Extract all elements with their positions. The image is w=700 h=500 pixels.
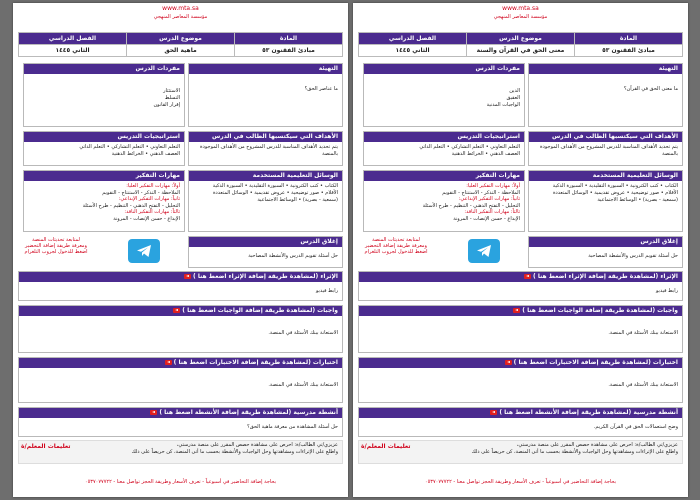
youtube-icon[interactable] — [150, 410, 157, 415]
homework-text: الاستعانة ببنك الأسئلة في المنصة. — [268, 330, 338, 336]
vocab-title: مفردات الدرس — [364, 64, 524, 74]
youtube-icon[interactable] — [524, 274, 531, 279]
closing-text: حل أسئلة تقويم الدرس والأنشطة المصاحبة — [248, 253, 338, 259]
lesson-topic-label: موضوع الدرس — [467, 33, 575, 45]
warmup-text: ما معنى الحق في القرآن؟ — [623, 86, 678, 92]
lesson-topic-value: معنى الحق في القرآن والسنة — [467, 45, 575, 57]
thinking-line: ثانياً: مهارات التفكير الإبداعي: — [458, 196, 520, 202]
semester-value: الثاني ١٤٤٥ — [359, 45, 467, 57]
page-header — [353, 3, 688, 25]
notes-line: واطلع على الإثراءات ومشاهدتها وحل الواجبات والأنشطة بحسب ما أتى المنصة، كن حريصاً على ذلك — [471, 449, 678, 455]
enrichment-box — [358, 271, 683, 301]
tests-title[interactable]: اختبارات (لمشاهدة طريقة إضافة الاختبارات اضغط هنا ) — [513, 359, 678, 366]
lesson-topic-label: موضوع الدرس — [127, 33, 235, 45]
subject-label: المادة — [575, 33, 683, 45]
enrichment-title[interactable]: الإثراء (لمشاهدة طريقة إضافة الإثراء اضغط هنا ) — [533, 273, 678, 280]
aids-box — [528, 170, 683, 232]
warmup-title: التهيئة — [189, 64, 342, 74]
telegram-button[interactable] — [128, 239, 160, 263]
strategies-text: التعلم التعاوني • التعلم التشاركي • التعلم الذاتي — [79, 144, 180, 150]
youtube-icon[interactable] — [165, 360, 172, 365]
closing-text: حل أسئلة تقويم الدرس والأنشطة المصاحبة — [588, 253, 678, 259]
strategies-title: استراتيجيات التدريس — [364, 132, 524, 142]
thinking-line: ثالثاً: مهارات التفكير الناقد: — [124, 209, 180, 215]
activities-text: حل أسئلة المشاهدة من معرفة ماهية الحق؟ — [247, 424, 338, 430]
institution-name: مؤسسة المعاصر المنهجي — [153, 14, 208, 20]
homework-box — [18, 305, 343, 353]
institution-name: مؤسسة المعاصر المنهجي — [493, 14, 548, 20]
enrichment-title[interactable]: الإثراء (لمشاهدة طريقة إضافة الإثراء اضغط هنا ) — [193, 273, 338, 280]
telegram-promo[interactable] — [21, 237, 91, 255]
strategies-box — [23, 131, 185, 166]
warmup-text: ما عناصر الحق؟ — [304, 86, 338, 92]
closing-title: إغلاق الدرس — [529, 237, 682, 247]
lesson-topic-value: ماهية الحق — [127, 45, 235, 57]
activities-title[interactable]: أنشطة مدرسية (لمشاهدة طريقة إضافة الأنشطة اضغط هنا ) — [159, 409, 338, 416]
thinking-line: التحليل - التفتح الذهني - التنظيم - طرح الأسئلة — [82, 202, 180, 209]
telegram-icon — [476, 243, 492, 259]
aids-text: (سمعية - بصرية) • الوسائط الاجتماعية — [597, 197, 678, 203]
thinking-title: مهارات التفكير — [24, 171, 184, 181]
activities-title[interactable]: أنشطة مدرسية (لمشاهدة طريقة إضافة الأنشطة اضغط هنا ) — [499, 409, 678, 416]
goals-box — [188, 131, 343, 166]
strategies-title: استراتيجيات التدريس — [24, 132, 184, 142]
goals-box — [528, 131, 683, 166]
telegram-promo-line: لمتابعة تحديثات المنصة — [32, 237, 80, 243]
warmup-title: التهيئة — [529, 64, 682, 74]
activities-text: وضح استعمالات الحق في القرآن الكريم. — [593, 424, 678, 430]
semester-label: الفصل الدراسي — [19, 33, 127, 45]
warmup-box — [188, 63, 343, 127]
strategies-text: التعلم التعاوني • التعلم التشاركي • التعلم الذاتي — [419, 144, 520, 150]
telegram-promo-line: ومعرفة طريقة إضافة التحضير — [365, 243, 427, 249]
notes-label: تعليمات المعلم/ة — [361, 443, 411, 450]
subject-value: مبادئ الفقنون ٥٣ — [575, 45, 683, 57]
thinking-box — [23, 170, 185, 232]
thinking-line: أولاً: مهارات التفكير العليا: — [466, 183, 520, 189]
thinking-line: الإبداع - حسن الإنصات - المرونة — [113, 215, 180, 222]
strategies-text: العصف الذهني • الخرائط الذهنية — [451, 151, 520, 157]
warmup-box — [528, 63, 683, 127]
telegram-promo-line: لمتابعة تحديثات المنصة — [372, 237, 420, 243]
subject-label: المادة — [235, 33, 343, 45]
enrichment-box — [18, 271, 343, 301]
notes-line: عزيزي/تي الطالب/ة: احرص على مشاهدة حصص المقرر على منصة مدرستي، — [516, 442, 678, 448]
enrichment-text: رابط فيديو — [655, 288, 678, 294]
homework-text: الاستعانة ببنك الأسئلة في المنصة. — [608, 330, 678, 336]
telegram-promo-line: ومعرفة طريقة إضافة التحضير — [25, 243, 87, 249]
aids-text: الكتاب • كتب الكترونية • السبورة التقليدية • السبورة الذكية — [552, 183, 678, 189]
semester-label: الفصل الدراسي — [359, 33, 467, 45]
aids-text: الأقلام • صور توضيحية • عروض تقديمية • الوسائل المتعددة — [552, 190, 678, 196]
closing-box — [528, 236, 683, 268]
telegram-button[interactable] — [468, 239, 500, 263]
vocab-title: مفردات الدرس — [24, 64, 184, 74]
vocab-box — [23, 63, 185, 127]
youtube-icon[interactable] — [490, 410, 497, 415]
strategies-box — [363, 131, 525, 166]
vocab-item: إقرار القانون — [153, 102, 180, 108]
thinking-line: التحليل - التفتح الذهني - التنظيم - طرح الأسئلة — [422, 202, 520, 209]
site-url[interactable]: www.mta.sa — [162, 5, 199, 12]
youtube-icon[interactable] — [513, 308, 520, 313]
goals-text: بالمنصة — [322, 151, 338, 157]
document-page-1 — [13, 3, 348, 497]
thinking-title: مهارات التفكير — [364, 171, 524, 181]
youtube-icon[interactable] — [184, 274, 191, 279]
strategies-text: العصف الذهني • الخرائط الذهنية — [111, 151, 180, 157]
goals-title: الأهداف التي سيكتسبها الطالب في الدرس — [529, 132, 682, 142]
notes-line: واطلع على الإثراءات ومشاهدتها وحل الواجبات والأنشطة بحسب ما أتى المنصة، كن حريصاً على ذلك — [131, 449, 338, 455]
vocab-item: الاستئثار — [163, 88, 180, 94]
tests-text: الاستعانة ببنك الأسئلة في المنصة. — [608, 382, 678, 388]
goals-text: بالمنصة — [662, 151, 678, 157]
youtube-icon[interactable] — [173, 308, 180, 313]
youtube-icon[interactable] — [505, 360, 512, 365]
tests-title[interactable]: اختبارات (لمشاهدة طريقة إضافة الاختبارات اضغط هنا ) — [173, 359, 338, 366]
enrichment-text: رابط فيديو — [315, 288, 338, 294]
homework-box — [358, 305, 683, 353]
telegram-promo-line: اضغط للدخول لجروب التلغرام — [364, 249, 428, 255]
page-footer: بحاجة إضافة التحاضير في أسبوعياً - تعرف الأسعار وطريقة الحجز تواصل معنا - ٠٥٣٧٠٧٧٧٢٢ — [84, 479, 277, 485]
aids-text: الأقلام • صور توضيحية • عروض تقديمية • الوسائل المتعددة — [212, 190, 338, 196]
site-url[interactable]: www.mta.sa — [502, 5, 539, 12]
activities-box — [358, 407, 683, 437]
telegram-icon — [136, 243, 152, 259]
thinking-line: أولاً: مهارات التفكير العليا: — [126, 183, 180, 189]
aids-box — [188, 170, 343, 232]
vocab-item: العقيق — [506, 95, 520, 101]
tests-box — [358, 357, 683, 403]
vocab-item: التسلط — [164, 95, 180, 101]
telegram-promo[interactable] — [361, 237, 431, 255]
page-header — [13, 3, 348, 25]
semester-value: الثاني ١٤٤٥ — [19, 45, 127, 57]
activities-box — [18, 407, 343, 437]
homework-title[interactable]: واجبات (لمشاهدة طريقة إضافة الواجبات اضغط هنا ) — [522, 307, 678, 314]
tests-text: الاستعانة ببنك الأسئلة في المنصة. — [268, 382, 338, 388]
aids-text: الكتاب • كتب الكترونية • السبورة التقليدية • السبورة الذكية — [212, 183, 338, 189]
goals-title: الأهداف التي سيكتسبها الطالب في الدرس — [189, 132, 342, 142]
document-page-2 — [353, 3, 688, 497]
tests-box — [18, 357, 343, 403]
thinking-line: الملاحظة - التذكر - الاستنتاج - التقويم — [442, 189, 520, 196]
thinking-box — [363, 170, 525, 232]
aids-title: الوسائل التعليمية المستخدمة — [529, 171, 682, 181]
goals-text: يتم تحديد الأهداف المناسبة للدرس المشروح من الأهداف الموجودة — [200, 144, 338, 150]
vocab-item: الواجبات المدنية — [486, 102, 520, 108]
notes-label: تعليمات المعلم/ة — [21, 443, 71, 450]
telegram-promo-line: اضغط للدخول لجروب التلغرام — [24, 249, 88, 255]
thinking-line: ثانياً: مهارات التفكير الإبداعي: — [118, 196, 180, 202]
closing-title: إغلاق الدرس — [189, 237, 342, 247]
page-footer: بحاجة إضافة التحاضير في أسبوعياً - تعرف الأسعار وطريقة الحجز تواصل معنا - ٠٥٣٧٠٧٧٧٢٢ — [424, 479, 617, 485]
thinking-line: الإبداع - حسن الإنصات - المرونة — [453, 215, 520, 222]
thinking-line: الملاحظة - التذكر - الاستنتاج - التقويم — [102, 189, 180, 196]
notes-text — [132, 442, 338, 456]
lesson-meta-table — [18, 32, 343, 57]
closing-box — [188, 236, 343, 268]
homework-title[interactable]: واجبات (لمشاهدة طريقة إضافة الواجبات اضغط هنا ) — [182, 307, 338, 314]
thinking-line: ثالثاً: مهارات التفكير الناقد: — [464, 209, 520, 215]
aids-text: (سمعية - بصرية) • الوسائط الاجتماعية — [257, 197, 338, 203]
vocab-box — [363, 63, 525, 127]
goals-text: يتم تحديد الأهداف المناسبة للدرس المشروح من الأهداف الموجودة — [540, 144, 678, 150]
aids-title: الوسائل التعليمية المستخدمة — [189, 171, 342, 181]
vocab-item: الدين — [509, 88, 520, 94]
lesson-meta-table — [358, 32, 683, 57]
notes-text — [472, 442, 678, 456]
subject-value: مبادئ الفقنون ٥٣ — [235, 45, 343, 57]
notes-line: عزيزي/تي الطالب/ة: احرص على مشاهدة حصص المقرر على منصة مدرستي، — [176, 442, 338, 448]
